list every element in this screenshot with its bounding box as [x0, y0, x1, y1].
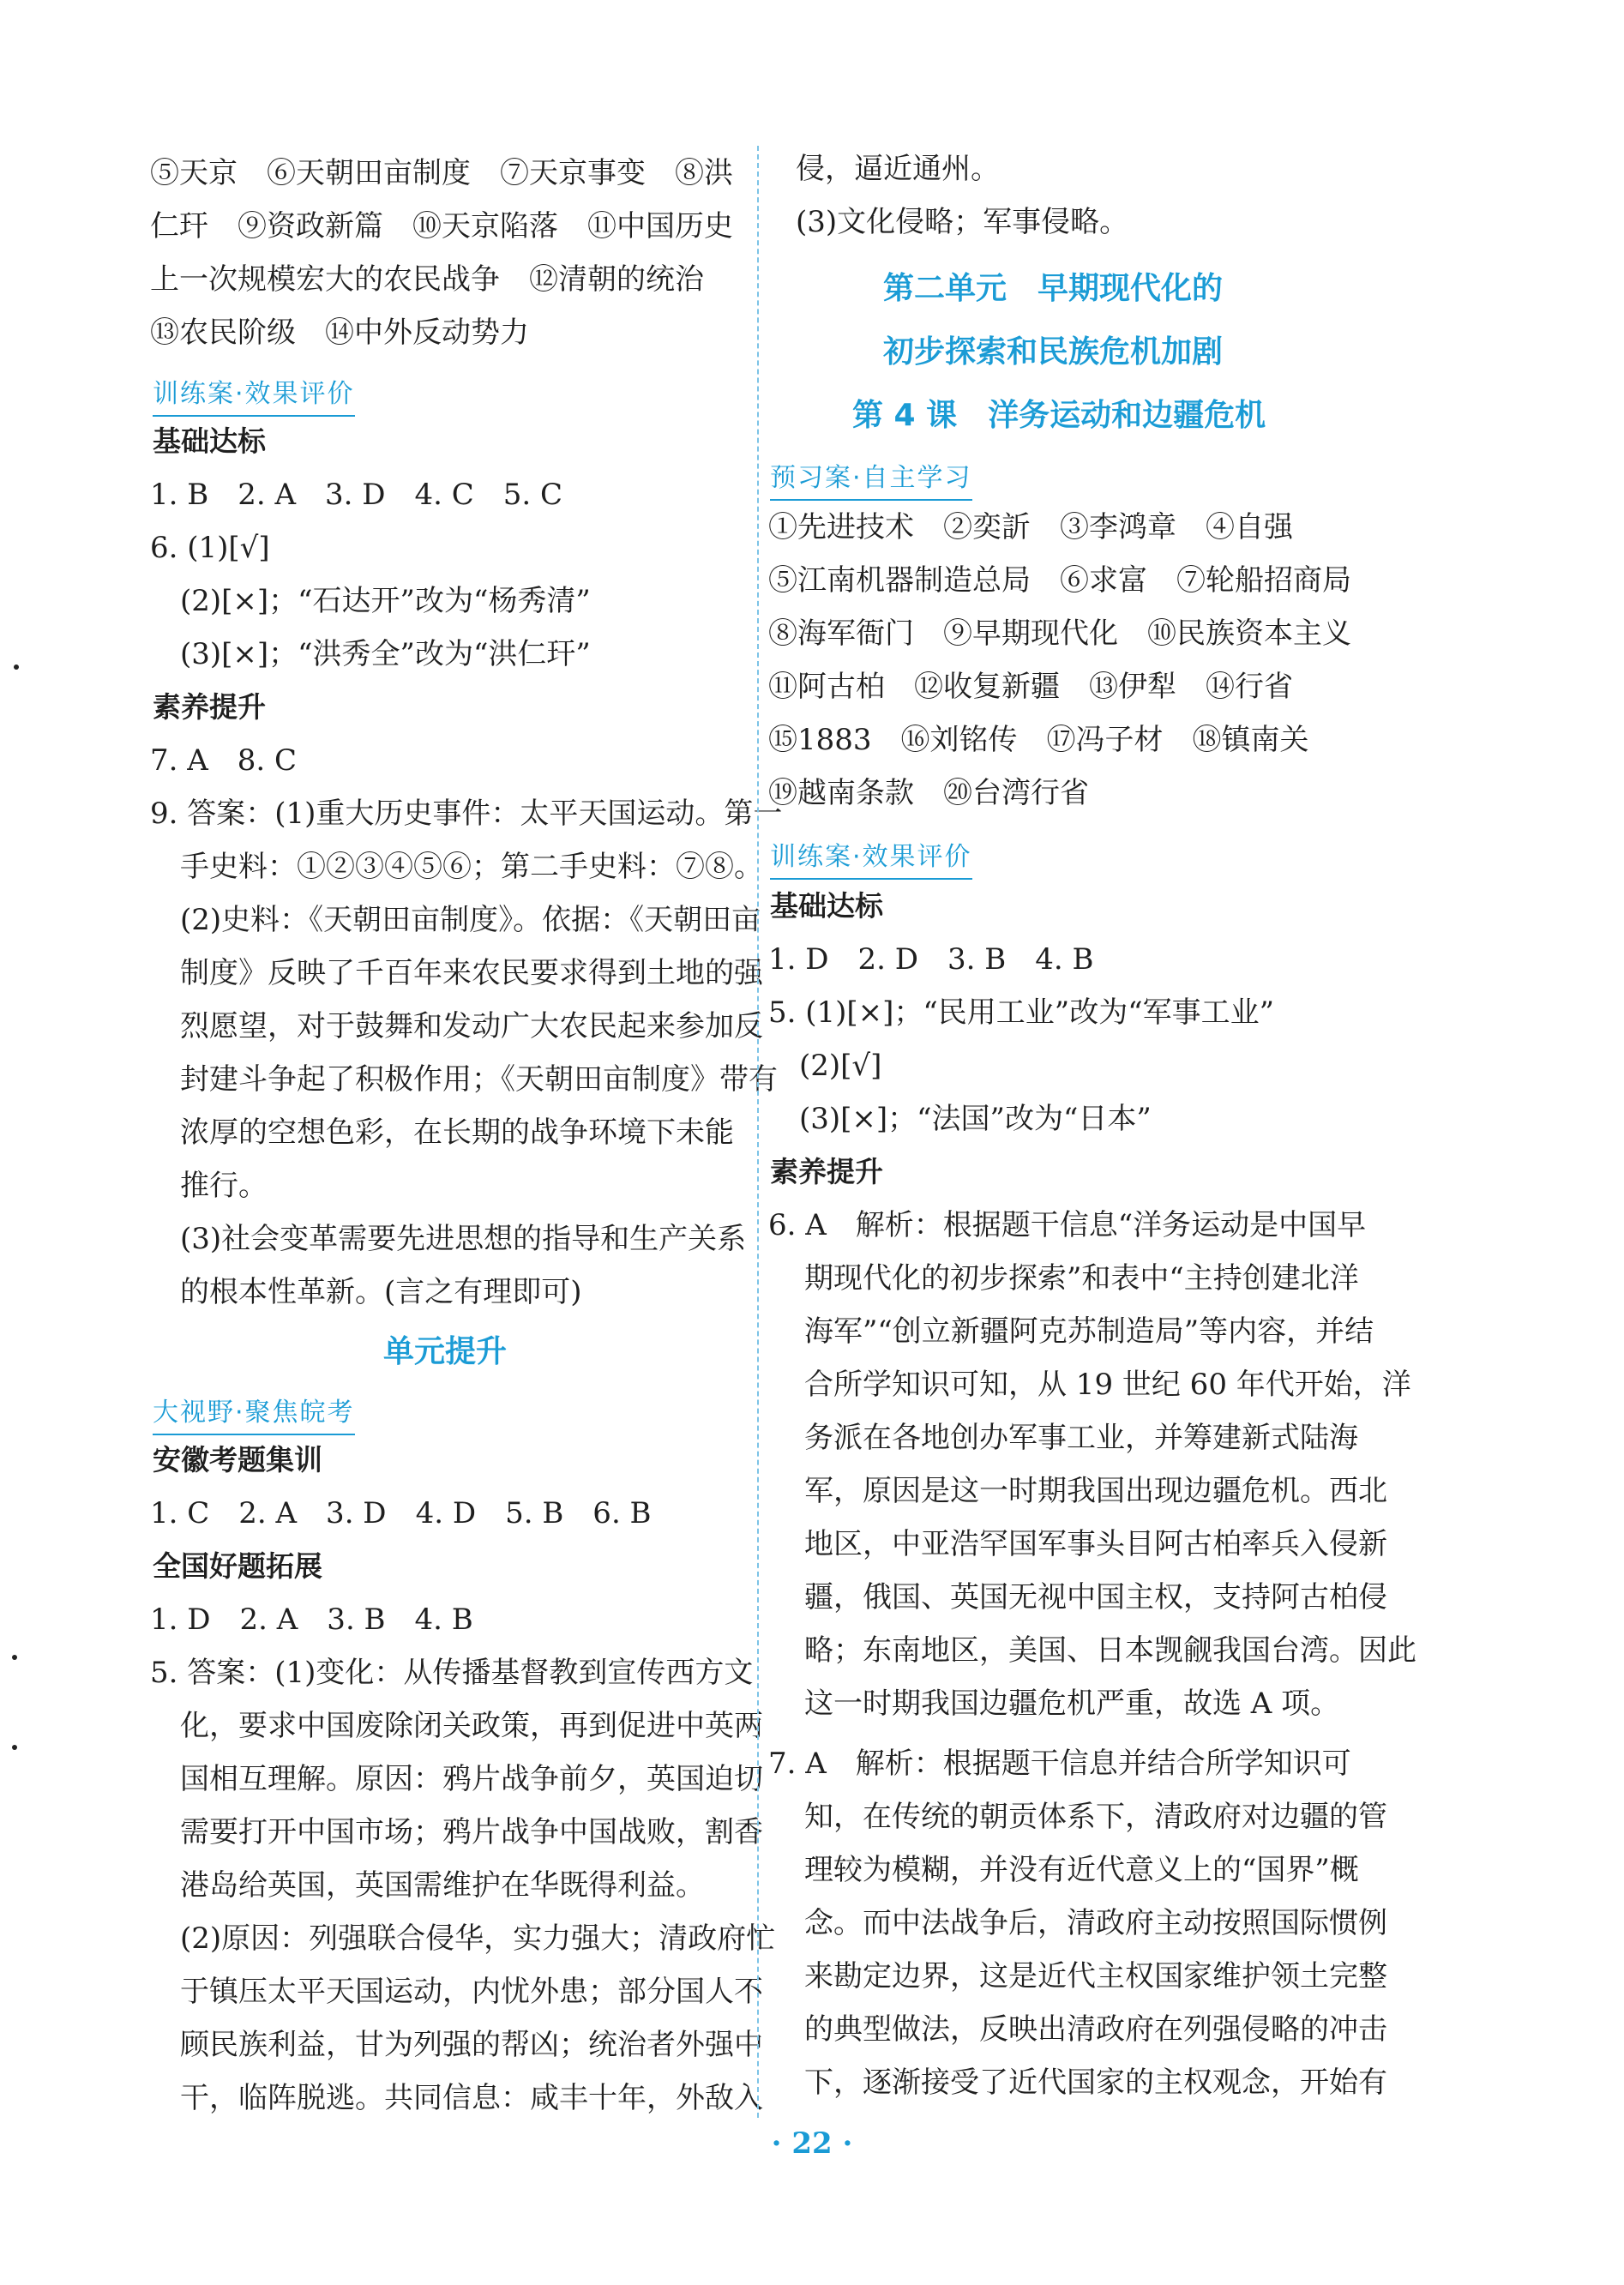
section-heading: 训练案·效果评价 [770, 835, 972, 880]
answer-line: 1. C 2. A 3. D 4. D 5. B 6. B [150, 1496, 652, 1530]
answer-line: 务派在各地创办军事工业，并筹建新式陆海 [804, 1421, 1358, 1455]
answer-line: 顾民族利益，甘为列强的帮凶；统治者外强中 [180, 2028, 763, 2062]
answer-line: 1. D 2. D 3. B 4. B [768, 942, 1094, 977]
text-line: 仁玕 ⑨资政新篇 ⑩天京陷落 ⑪中国历史 [150, 209, 733, 244]
column-divider [757, 146, 759, 2118]
answer-line: 浓厚的空想色彩，在长期的战争环境下未能 [180, 1115, 734, 1150]
answer-line: (3)[×]；“洪秀全”改为“洪仁玕” [180, 637, 591, 671]
answer-line: 化，要求中国废除闭关政策，再到促进中英两 [180, 1709, 763, 1743]
answer-line: 6. (1)[√] [150, 531, 270, 565]
answer-line: 7. A 8. C [150, 743, 298, 778]
answer-line: 于镇压太平天国运动，内忧外患；部分国人不 [180, 1975, 763, 2009]
answer-line: 地区，中亚浩罕国军事头目阿古柏率兵入侵新 [804, 1527, 1387, 1561]
answer-line: 下，逐渐接受了近代国家的主权观念，开始有 [804, 2066, 1387, 2100]
answer-line: 推行。 [180, 1169, 268, 1203]
answer-line: (3)[×]；“法国”改为“日本” [799, 1102, 1152, 1136]
text-line: 上一次规模宏大的农民战争 ⑫清朝的统治 [150, 262, 704, 297]
answer-line: 疆，俄国、英国无视中国主权，支持阿古柏侵 [804, 1580, 1387, 1615]
answer-line: 合所学知识可知，从 19 世纪 60 年代开始，洋 [804, 1368, 1411, 1402]
text-line: ①先进技术 ②奕訢 ③李鸿章 ④自强 [768, 510, 1293, 544]
answer-line: 军，原因是这一时期我国出现边疆危机。西北 [804, 1474, 1387, 1508]
answer-line: 略；东南地区，美国、日本觊觎我国台湾。因此 [804, 1633, 1416, 1668]
answer-line: (3)文化侵略；军事侵略。 [796, 205, 1129, 239]
answer-line: 7. A 解析：根据题干信息并结合所学知识可 [768, 1747, 1351, 1781]
answer-line: 1. B 2. A 3. D 4. C 5. C [150, 478, 563, 512]
answer-line: (2)[×]；“石达开”改为“杨秀清” [180, 584, 591, 618]
answer-line: 烈愿望，对于鼓舞和发动广大农民起来参加反 [180, 1009, 763, 1043]
lesson-title: 第 4 课 洋务运动和边疆危机 [852, 398, 1266, 433]
page-number: · 22 · [771, 2126, 853, 2161]
answer-line: 1. D 2. A 3. B 4. B [150, 1603, 473, 1637]
text-line: ⑪阿古柏 ⑫收复新疆 ⑬伊犁 ⑭行省 [768, 670, 1293, 704]
answer-line: 海军”“创立新疆阿克苏制造局”等内容，并结 [804, 1314, 1374, 1349]
text-line: ⑬农民阶级 ⑭中外反动势力 [150, 316, 529, 350]
answer-line: 来勘定边界，这是近代主权国家维护领土完整 [804, 1959, 1387, 1993]
answer-line: 需要打开中国市场；鸦片战争中国战败，割香 [180, 1815, 763, 1849]
subsection-heading: 安徽考题集训 [153, 1443, 322, 1476]
answer-line: 的典型做法，反映出清政府在列强侵略的冲击 [804, 2012, 1387, 2047]
answer-line: 期现代化的初步探索”和表中“主持创建北洋 [804, 1261, 1359, 1296]
scan-mark [12, 1745, 17, 1750]
unit-title: 初步探索和民族危机加剧 [883, 334, 1224, 370]
subsection-heading: 全国好题拓展 [153, 1549, 322, 1583]
answer-line: (2)原因：列强联合侵华，实力强大；清政府忙 [180, 1921, 776, 1956]
answer-line: 理较为模糊，并没有近代意义上的“国界”概 [804, 1853, 1359, 1887]
text-line: ⑤天京 ⑥天朝田亩制度 ⑦天京事变 ⑧洪 [150, 156, 733, 190]
answer-line: (2)[√] [799, 1049, 882, 1083]
unit-title: 第二单元 早期现代化的 [883, 271, 1224, 306]
answer-line: 制度》反映了千百年来农民要求得到土地的强 [180, 956, 763, 990]
answer-line: 封建斗争起了积极作用；《天朝田亩制度》带有 [180, 1062, 778, 1097]
text-line: ⑲越南条款 ⑳台湾行省 [768, 776, 1089, 810]
answer-line: 手史料：①②③④⑤⑥；第二手史料：⑦⑧。 [180, 850, 763, 884]
text-line: ⑮1883 ⑯刘铭传 ⑰冯子材 ⑱镇南关 [768, 723, 1309, 757]
answer-line: 念。而中法战争后，清政府主动按照国际惯例 [804, 1906, 1387, 1940]
subsection-heading: 基础达标 [153, 424, 266, 458]
answer-line: 9. 答案：(1)重大历史事件：太平天国运动。第一 [150, 797, 783, 831]
subsection-heading: 基础达标 [770, 889, 883, 923]
answer-line: 侵，逼近通州。 [796, 152, 1000, 186]
answer-line: 港岛给英国，英国需维护在华既得利益。 [180, 1868, 705, 1903]
answer-line: 这一时期我国边疆危机严重，故选 A 项。 [804, 1687, 1340, 1721]
unit-title: 单元提升 [383, 1334, 508, 1369]
text-line: ⑧海军衙门 ⑨早期现代化 ⑩民族资本主义 [768, 616, 1351, 651]
answer-line: 的根本性革新。(言之有理即可) [180, 1275, 582, 1309]
subsection-heading: 素养提升 [153, 690, 266, 724]
section-heading: 训练案·效果评价 [153, 372, 355, 417]
scan-mark [14, 664, 19, 670]
answer-line: 5. (1)[×]；“民用工业”改为“军事工业” [768, 995, 1274, 1030]
answer-line: 干，临阵脱逃。共同信息：咸丰十年，外敌入 [180, 2081, 763, 2115]
answer-line: (3)社会变革需要先进思想的指导和生产关系 [180, 1222, 747, 1256]
answer-line: 5. 答案：(1)变化：从传播基督教到宣传西方文 [150, 1656, 754, 1690]
answer-line: 知，在传统的朝贡体系下，清政府对边疆的管 [804, 1800, 1387, 1834]
answer-line: 6. A 解析：根据题干信息“洋务运动是中国早 [768, 1208, 1367, 1242]
subsection-heading: 素养提升 [770, 1155, 883, 1188]
section-heading: 大视野·聚焦皖考 [153, 1391, 355, 1435]
answer-line: 国相互理解。原因：鸦片战争前夕，英国迫切 [180, 1762, 763, 1796]
answer-line: (2)史料：《天朝田亩制度》。依据：《天朝田亩 [180, 903, 761, 937]
text-line: ⑤江南机器制造总局 ⑥求富 ⑦轮船招商局 [768, 563, 1351, 598]
scan-mark [12, 1655, 17, 1660]
section-heading: 预习案·自主学习 [770, 456, 972, 501]
